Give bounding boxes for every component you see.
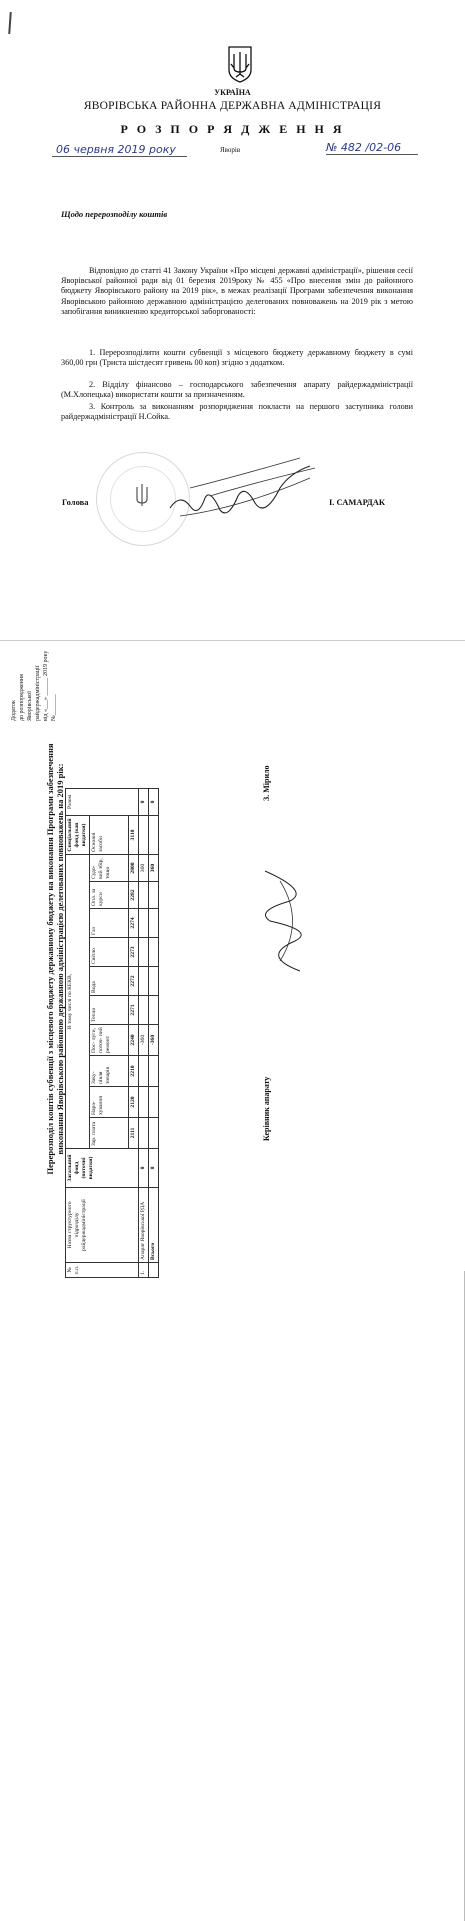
manager-position: Керівник апарату: [262, 1076, 271, 1141]
appendix-title-line: виконання Яворівською районною державною адміністрацією делегованих повноважень на 2019 рік:: [55, 763, 65, 1155]
subcol-header: Заку- півля товарів: [90, 1056, 129, 1087]
subcol-header: Пос- луги, поточ- ний ремонт: [90, 1025, 129, 1056]
manager-signature: [250, 861, 320, 981]
appendix-title-line: Перерозподіл коштів субвенції з місцевого бюджету державному бюджету на виконання Програми забезпечення: [45, 743, 55, 1175]
subcol-header: Тепло: [90, 996, 129, 1025]
signatory-name: І. САМАРДАК: [329, 497, 386, 507]
subcol-header: Судо- вий збір, тощо: [90, 855, 129, 882]
row-2240: -360: [139, 1025, 149, 1056]
number-underline: [326, 154, 418, 155]
col-number-header: № п.п.: [66, 1263, 139, 1278]
subcol-header: Опл. за курси: [90, 882, 129, 909]
subcol-header: Вода: [90, 967, 129, 996]
kekv-code: 2111: [129, 1118, 139, 1149]
row-total: 0: [149, 789, 159, 816]
table-row: [149, 789, 159, 1278]
pen-mark: [8, 12, 12, 34]
row-general: 0: [149, 1149, 159, 1188]
col-special-header: Спеціальний фонд (кап видатки): [66, 816, 90, 855]
col-unit-header: Назва структурного підрозділу райдержадміністрації: [66, 1188, 139, 1263]
appendix-title: [45, 679, 65, 1239]
item-2-paragraph: 2. Відділу фінансово – господарського забезпечення апарату райдержадміністрації (М.Хлопецька) використати кошти за призначенням.: [61, 380, 413, 400]
col-general-header: Загальний фонд (поточні видатки): [66, 1149, 139, 1188]
document-subject: Щодо перерозподілу коштів: [61, 209, 168, 219]
budget-table: [65, 788, 159, 1278]
kekv-code: 2240: [129, 1025, 139, 1056]
row-number: 1.: [139, 1263, 149, 1278]
appendix-caption-line: Яворівської райдержадміністрації: [27, 665, 41, 721]
item-1-paragraph: 1. Перерозподілити кошти субвенції з місцевого бюджету державному бюджету в сумі 360,00 грн (Триста шістдесят гривень 00 коп) згідно з додатком.: [61, 348, 413, 368]
kekv-code: 2271: [129, 996, 139, 1025]
kekv-code: 2274: [129, 909, 139, 938]
kekv-code: 3110: [129, 816, 139, 855]
kekv-code: 2273: [129, 938, 139, 967]
administration-title: ЯВОРІВСЬКА РАЙОННА ДЕРЖАВНА АДМІНІСТРАЦІЯ: [83, 100, 382, 112]
kekv-code: 2800: [129, 855, 139, 882]
row-2800: 360: [139, 855, 149, 882]
row-total: 0: [139, 789, 149, 816]
preamble-paragraph: Відповідно до статті 41 Закону України «Про місцеві державні адміністрації», рішення сесії Яворівської районної ради від 01 березня 2019року № 455 «Про внесення змін до районного бюджету Яворівського району на 2019 рік», в межах реалізації Програми забезпечення виконання Яворівською районною державною адміністрацією делегованих повноважень на 2019 рік з метою запобігання виникненню кредиторської заборгованості:: [61, 266, 413, 316]
row-unit: Апарат Яворівської РДА: [139, 1188, 149, 1263]
subcol-header: Зар. плата: [90, 1118, 129, 1149]
city-label: Яворів: [220, 146, 241, 154]
row-2800: 360: [149, 855, 159, 882]
subcol-header: Основні засоби: [90, 816, 129, 855]
kekv-code: 2210: [129, 1056, 139, 1087]
handwritten-number: № 482 /02-06: [326, 141, 402, 154]
kekv-code: 2282: [129, 882, 139, 909]
row-unit: Всього: [149, 1188, 159, 1263]
manager-name: З. Мірило: [262, 765, 271, 801]
appendix-caption-line: до розпорядження: [19, 674, 25, 721]
signatory-position: Голова: [62, 497, 89, 507]
col-kekv-header: В тому числі по КЕКВ,: [66, 855, 90, 1149]
appendix-caption-line: від «___» ______ 2019 року: [43, 650, 49, 721]
subcol-header: Газ: [90, 909, 129, 938]
appendix-page: [0, 640, 465, 1281]
handwritten-signature: [150, 448, 320, 528]
appendix-caption-line: №_______: [51, 694, 57, 721]
date-underline: [52, 156, 187, 157]
order-page: [0, 0, 465, 640]
appendix-caption-line: Додаток: [11, 700, 17, 721]
row-number: [149, 1263, 159, 1278]
seal-trident-icon: [133, 482, 151, 510]
trident-emblem-icon: [226, 44, 254, 84]
row-2240: -360: [149, 1025, 159, 1056]
kekv-code: 2120: [129, 1087, 139, 1118]
document-type: Р О З П О Р Я Д Ж Е Н Н Я: [120, 122, 345, 136]
handwritten-date: 06 червня 2019 року: [56, 143, 176, 156]
table-row: [139, 789, 149, 1278]
subcol-header: Нара- хування: [90, 1087, 129, 1118]
country-label: УКРАЇНА: [214, 88, 251, 97]
item-3-paragraph: 3. Контроль за виконанням розпорядження покласти на першого заступника голови райдержадміністрації Н.Сойка.: [61, 402, 413, 422]
col-total-header: Разом: [66, 789, 139, 816]
row-general: 0: [139, 1149, 149, 1188]
kekv-code: 2272: [129, 967, 139, 996]
subcol-header: Світло: [90, 938, 129, 967]
